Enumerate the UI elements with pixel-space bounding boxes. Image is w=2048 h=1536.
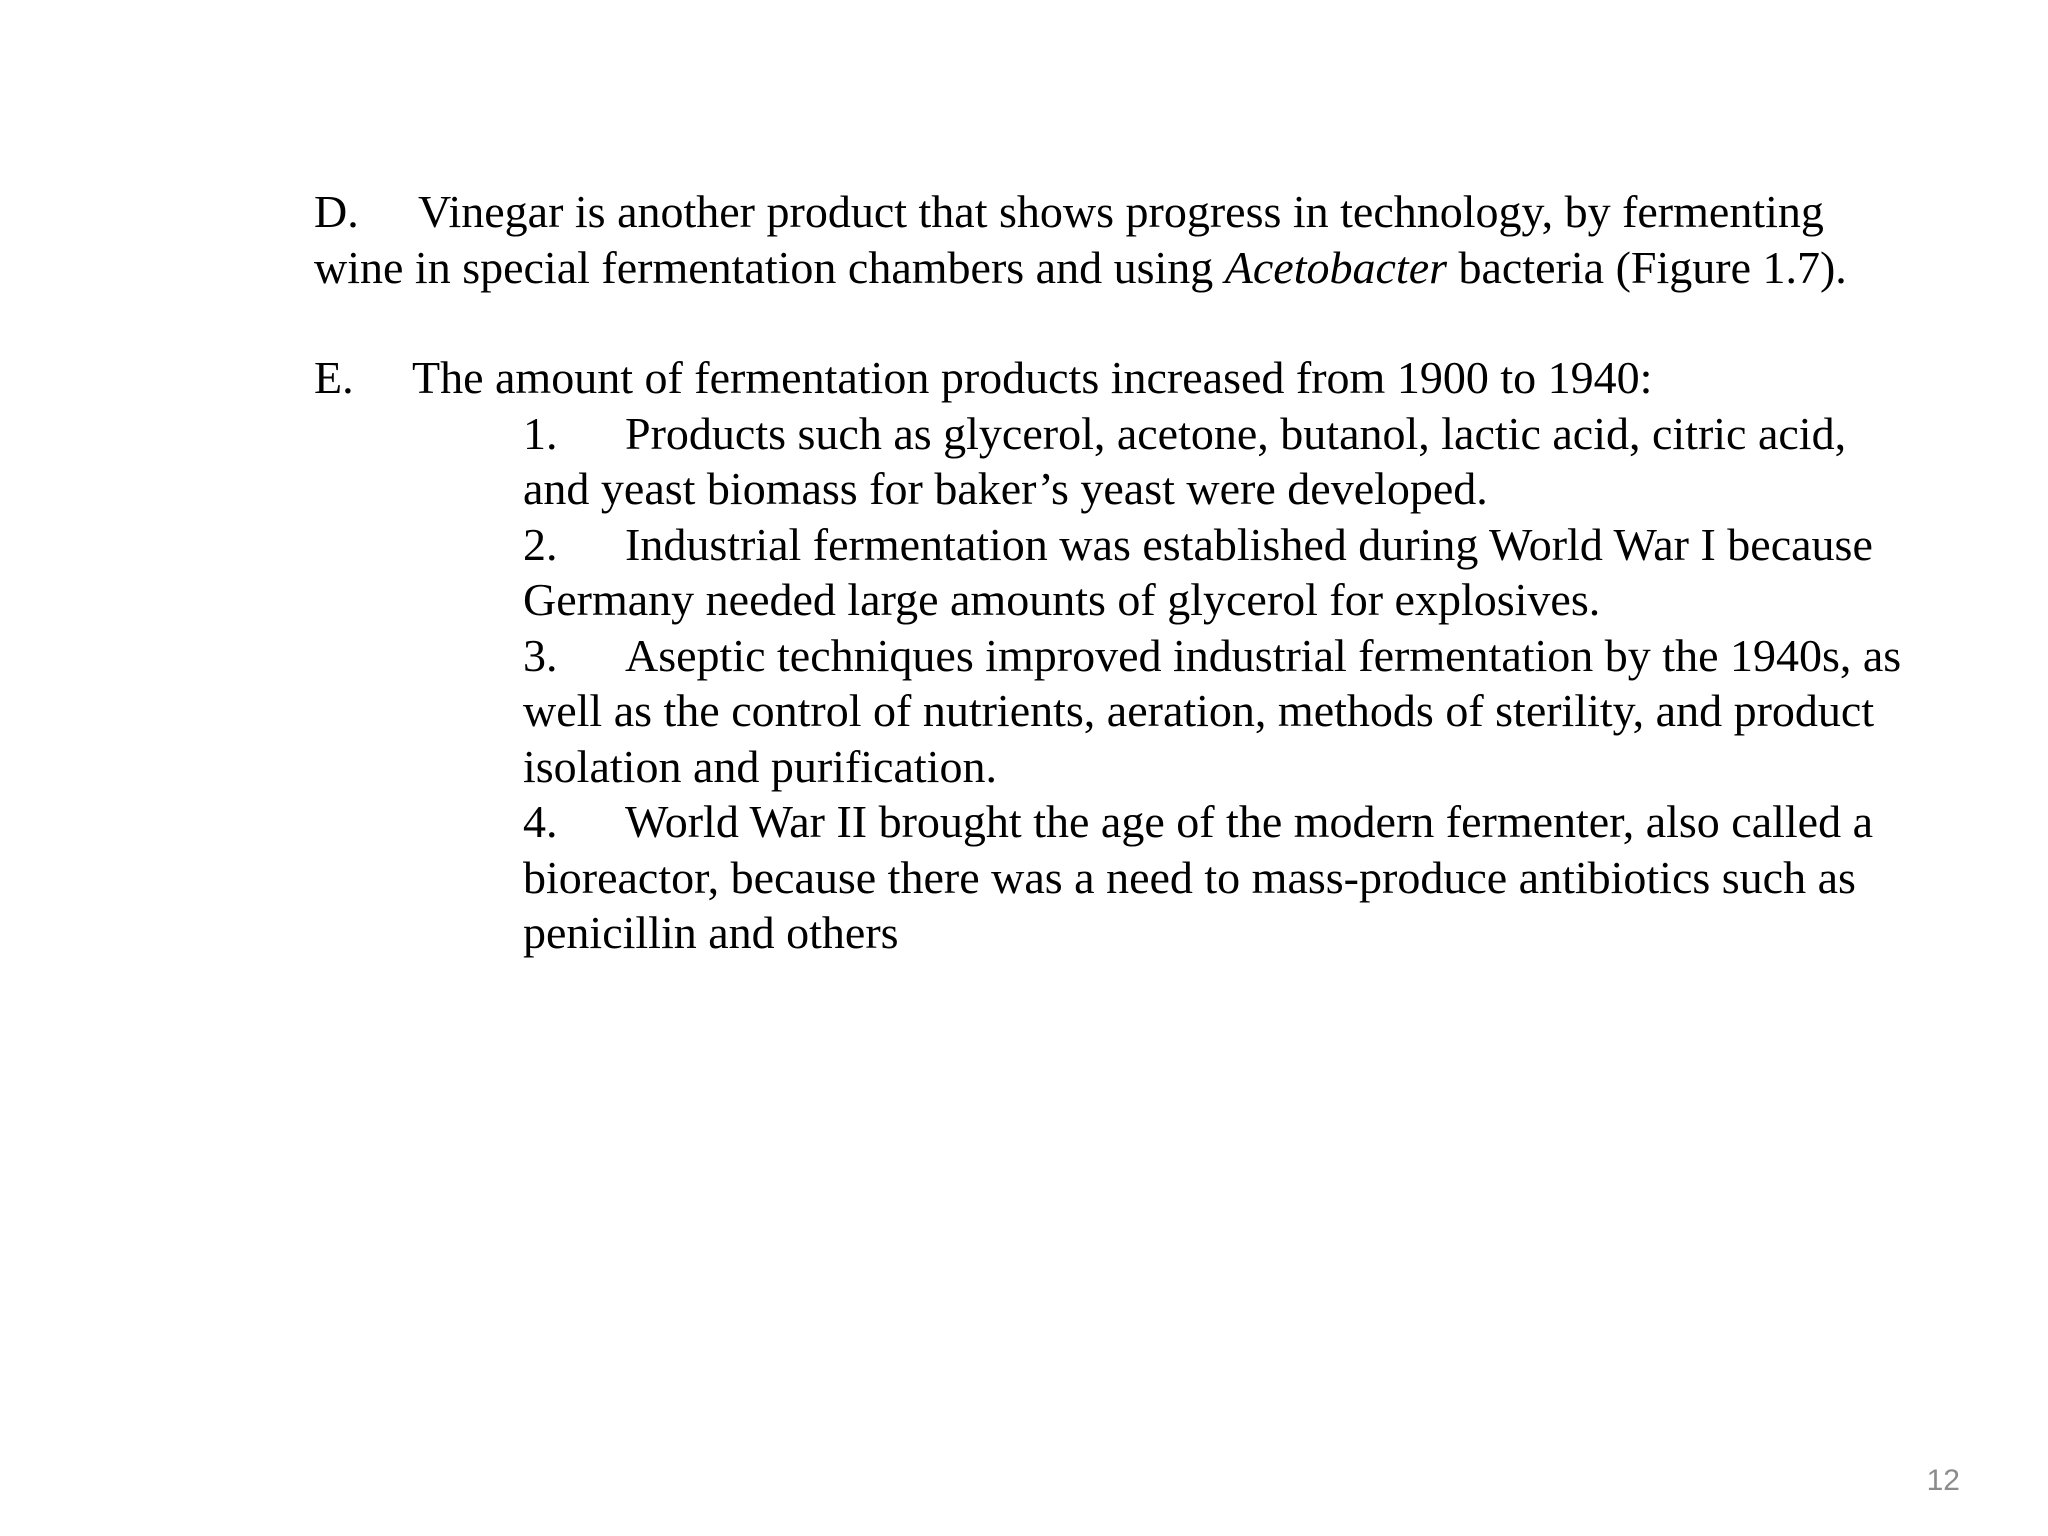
list-item [523,406,1923,517]
list-item-text: Industrial fermentation was established during World War I because Germany needed large amounts of glycerol for explosives. [523,518,1873,625]
paragraph-d-text-start: Vinegar is another product that shows progress in technology, by fermenting wine in special fermentation chambers and using [314,186,1824,293]
paragraph-e-marker: E. [314,352,354,403]
list-item-number: 4. [523,796,558,847]
list-item-text: Products such as glycerol, acetone, butanol, lactic acid, citric acid, and yeast biomass for baker’s yeast were developed. [523,407,1847,514]
paragraph-d-marker: D. [314,186,359,237]
paragraph-e [314,350,1914,406]
list-item-text: Aseptic techniques improved industrial fermentation by the 1940s, as well as the control of nutrients, aeration, methods of sterility, and product isolation and purification. [523,629,1902,792]
fermentation-sublist [314,406,1923,961]
list-item [523,517,1923,628]
list-item-number: 1. [523,407,558,459]
list-item [523,628,1923,795]
paragraph-d-text-end: bacteria (Figure 1.7). [1447,241,1847,293]
paragraph-d-italic-term: Acetobacter [1224,241,1448,293]
list-item-number: 3. [523,629,558,681]
list-item-text: World War II brought the age of the modern fermenter, also called a bioreactor, because there was a need to mass-produce antibiotics such as penicillin and others [523,796,1874,958]
paragraph-e-text: The amount of fermentation products increased from 1900 to 1940: [412,352,1653,403]
page-number: 12 [1926,1464,1960,1497]
slide-body [314,184,1914,961]
list-item-number: 2. [523,518,558,570]
paragraph-d [314,184,1914,295]
list-item [523,794,1923,961]
